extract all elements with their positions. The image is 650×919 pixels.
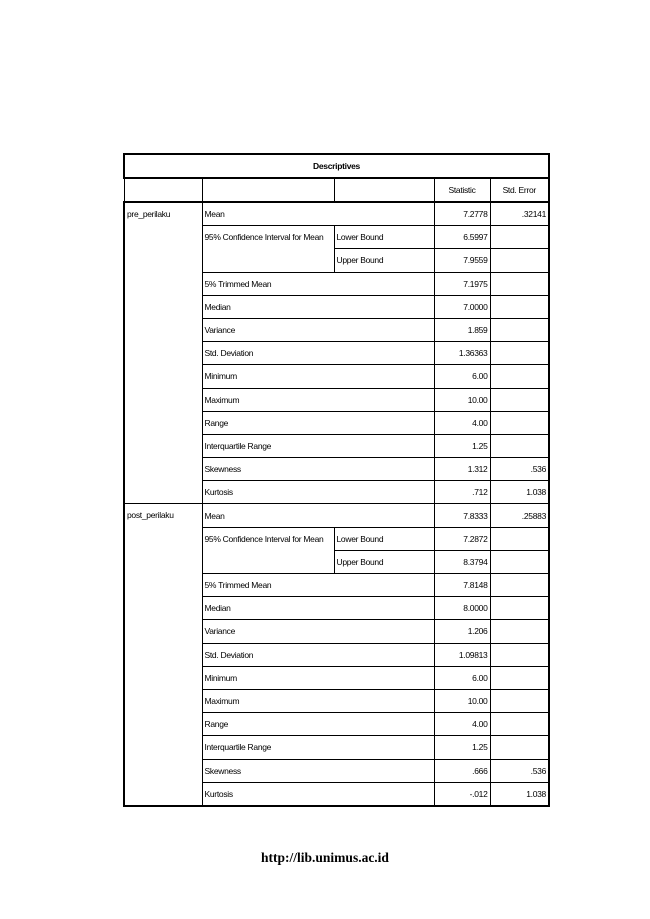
row-label: Range [202,713,434,736]
statistic-cell: 7.1975 [434,272,490,295]
row-label: Maximum [202,388,434,411]
table-body [124,202,549,806]
statistic-cell: 8.3794 [434,550,490,573]
std-error-cell [490,574,549,597]
std-error-cell: 1.038 [490,481,549,504]
std-error-cell [490,318,549,341]
statistic-cell: 7.9559 [434,249,490,272]
std-error-cell [490,550,549,573]
statistic-cell: 1.859 [434,318,490,341]
row-label: 5% Trimmed Mean [202,272,434,295]
statistic-cell: 1.312 [434,458,490,481]
ci-label: 95% Confidence Interval for Mean [202,527,334,573]
ci-upper-label: Upper Bound [334,249,434,272]
statistic-cell: 4.00 [434,411,490,434]
table-header-row [124,178,549,202]
row-label: Interquartile Range [202,736,434,759]
row-label: Variance [202,620,434,643]
statistic-cell: 7.2872 [434,527,490,550]
std-error-cell [490,434,549,457]
std-error-cell [490,597,549,620]
ci-upper-label: Upper Bound [334,550,434,573]
statistic-cell: 1.36363 [434,342,490,365]
std-error-cell [490,295,549,318]
header-statistic: Statistic [434,178,490,202]
row-label: Median [202,597,434,620]
statistic-cell: 6.00 [434,365,490,388]
statistic-cell: 7.8148 [434,574,490,597]
header-std-error: Std. Error [490,178,549,202]
std-error-cell [490,249,549,272]
statistic-cell: 7.0000 [434,295,490,318]
table-row [124,202,549,226]
std-error-cell: .32141 [490,202,549,226]
table-row [124,504,549,527]
statistic-cell: 8.0000 [434,597,490,620]
statistic-cell: 1.25 [434,736,490,759]
table-title: Descriptives [124,154,549,178]
statistic-cell: 10.00 [434,388,490,411]
std-error-cell [490,689,549,712]
descriptives-table [123,153,550,807]
std-error-cell [490,713,549,736]
std-error-cell [490,643,549,666]
row-label: 5% Trimmed Mean [202,574,434,597]
row-label: Kurtosis [202,481,434,504]
std-error-cell: .536 [490,759,549,782]
row-label: Std. Deviation [202,643,434,666]
table-title-row [124,154,549,178]
row-label: Minimum [202,666,434,689]
statistic-cell: 4.00 [434,713,490,736]
statistic-cell: 6.5997 [434,226,490,249]
header-blank-2 [202,178,334,202]
statistic-cell: 6.00 [434,666,490,689]
row-label: Interquartile Range [202,434,434,457]
ci-lower-label: Lower Bound [334,226,434,249]
statistic-cell: .712 [434,481,490,504]
row-label: Variance [202,318,434,341]
statistic-cell: 10.00 [434,689,490,712]
std-error-cell [490,666,549,689]
std-error-cell [490,527,549,550]
row-label: Skewness [202,458,434,481]
footer-url: http://lib.unimus.ac.id [261,850,389,865]
ci-lower-label: Lower Bound [334,527,434,550]
statistic-cell: 1.09813 [434,643,490,666]
std-error-cell [490,736,549,759]
row-label: Minimum [202,365,434,388]
row-label: Maximum [202,689,434,712]
row-label: Median [202,295,434,318]
std-error-cell [490,620,549,643]
group-label: pre_perilaku [124,202,202,504]
row-label: Std. Deviation [202,342,434,365]
header-blank-3 [334,178,434,202]
statistic-cell: 1.25 [434,434,490,457]
std-error-cell [490,226,549,249]
std-error-cell [490,342,549,365]
statistic-cell: 7.2778 [434,202,490,226]
row-label: Mean [202,202,434,226]
ci-label: 95% Confidence Interval for Mean [202,226,334,272]
row-label: Mean [202,504,434,527]
statistic-cell: -.012 [434,782,490,806]
std-error-cell [490,365,549,388]
std-error-cell [490,388,549,411]
statistic-cell: 1.206 [434,620,490,643]
std-error-cell [490,411,549,434]
group-label: post_perilaku [124,504,202,806]
row-label: Skewness [202,759,434,782]
std-error-cell: .25883 [490,504,549,527]
header-blank-1 [124,178,202,202]
row-label: Kurtosis [202,782,434,806]
statistic-cell: 7.8333 [434,504,490,527]
std-error-cell: 1.038 [490,782,549,806]
statistic-cell: .666 [434,759,490,782]
std-error-cell [490,272,549,295]
row-label: Range [202,411,434,434]
std-error-cell: .536 [490,458,549,481]
